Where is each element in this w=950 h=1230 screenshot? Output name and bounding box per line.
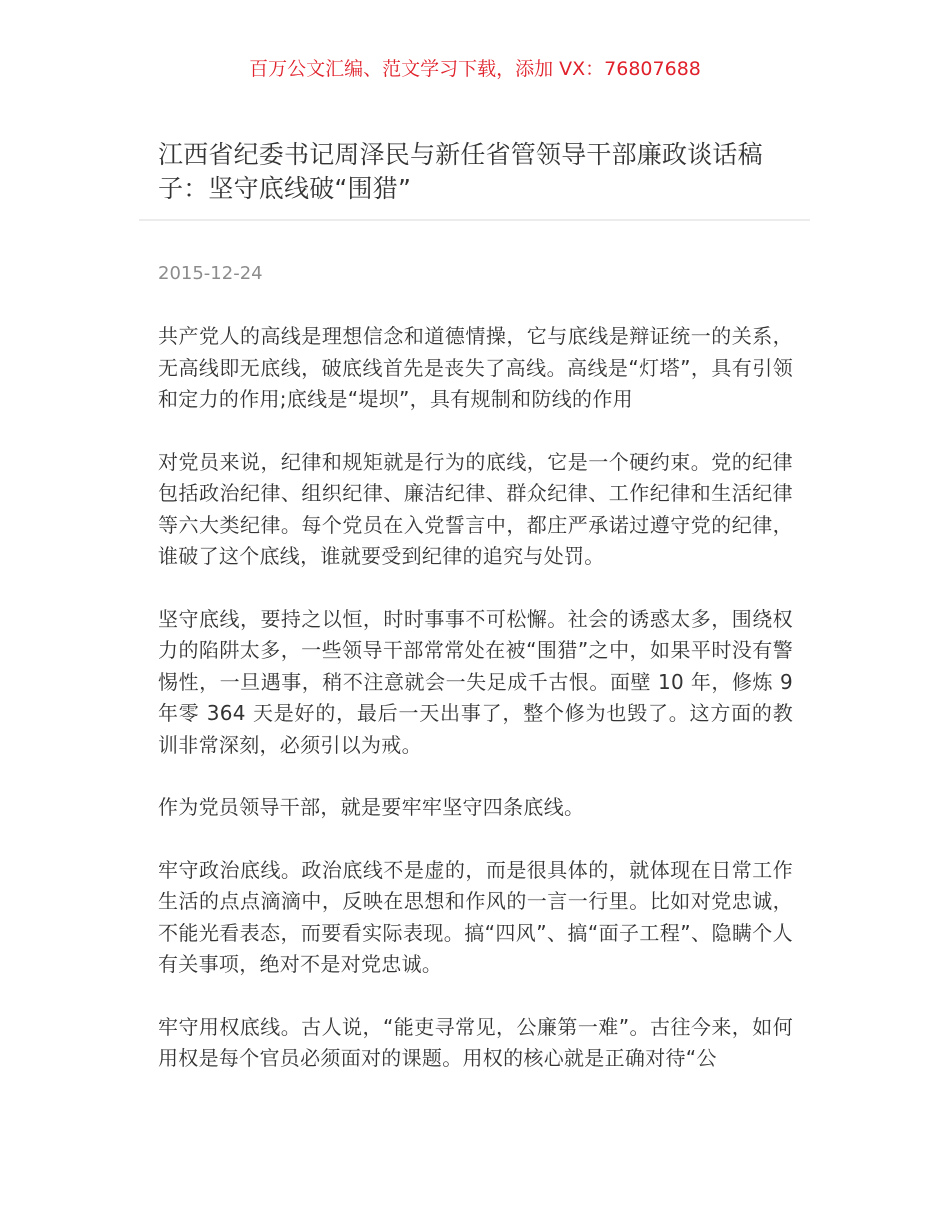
title-divider xyxy=(139,219,810,221)
article-body xyxy=(158,321,793,1106)
paragraph: 牢守政治底线。政治底线不是虚的，而是很具体的，就体现在日常工作生活的点点滴滴中，反映在思想和作风的一言一行里。比如对党忠诚，不能光看表态，而要看实际表现。搞“四风”、搞“面子工程”、隐瞒个人有关事项，绝对不是对党忠诚。 xyxy=(158,857,793,976)
paragraph: 牢守用权底线。古人说，“能吏寻常见，公廉第一难”。古往今来，如何用权是每个官员必须面对的课题。用权的核心就是正确对待“公 xyxy=(158,1014,793,1070)
paragraph: 坚守底线，要持之以恒，时时事事不可松懈。社会的诱惑太多，围绕权力的陷阱太多，一些领导干部常常处在被“围猎”之中，如果平时没有警惕性，一旦遇事，稍不注意就会一失足成千古恨。面壁 10 年，修炼 9 年零 364 天是好的，最后一天出事了，整个修为也毁了。这方面的教训非常深刻，必须引以为戒。 xyxy=(158,606,793,757)
publish-date: 2015-12-24 xyxy=(158,263,263,284)
paragraph: 对党员来说，纪律和规矩就是行为的底线，它是一个硬约束。党的纪律包括政治纪律、组织纪律、廉洁纪律、群众纪律、工作纪律和生活纪律等六大类纪律。每个党员在入党誓言中，都庄严承诺过遵守党的纪律，谁破了这个底线，谁就要受到纪律的追究与处罚。 xyxy=(158,449,793,568)
paragraph: 共产党人的高线是理想信念和道德情操，它与底线是辩证统一的关系，无高线即无底线，破底线首先是丧失了高线。高线是“灯塔”，具有引领和定力的作用;底线是“堤坝”，具有规制和防线的作用 xyxy=(158,324,793,411)
paragraph: 作为党员领导干部，就是要牢牢坚守四条底线。 xyxy=(158,795,585,819)
promo-banner: 百万公文汇编、范文学习下载，添加 VX：76807688 xyxy=(249,58,701,80)
article-title: 江西省纪委书记周泽民与新任省管领导干部廉政谈话稿子：坚守底线破“围猎” xyxy=(158,140,763,203)
